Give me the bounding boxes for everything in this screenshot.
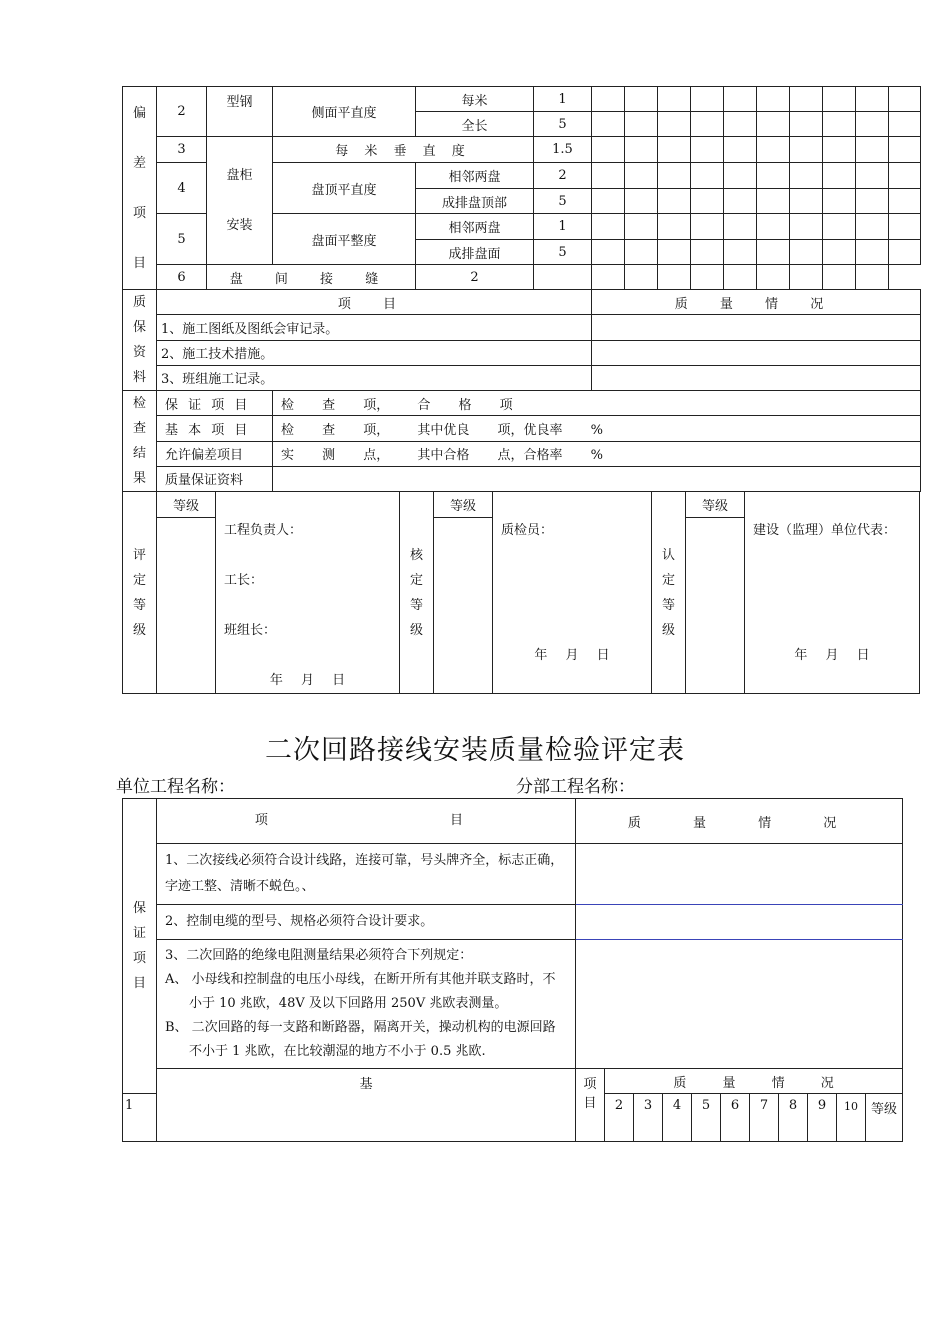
check-row xyxy=(123,441,921,466)
guarantee-label: 保 证 项 目 xyxy=(123,799,157,1094)
header-item: 项 目 xyxy=(157,799,576,844)
rating-block xyxy=(122,491,920,694)
std-value: 2 xyxy=(416,265,534,290)
check-text: 检 查 项， 其中优良 项，优良率 % xyxy=(273,416,921,441)
item-cell: 盘顶平直度 xyxy=(273,163,416,214)
check-label: 检 查 结 果 xyxy=(123,391,157,492)
header-quality: 质 量 情 况 xyxy=(576,799,903,844)
std-value: 1.5 xyxy=(534,137,592,163)
rating-label-a: 评 定 等 级 xyxy=(123,492,157,694)
row-no: 2 xyxy=(157,87,207,137)
top-form xyxy=(122,86,921,694)
check-name: 保 证 项 目 xyxy=(157,391,273,416)
sub-item: 每米 xyxy=(416,87,534,112)
sub-item: 相邻两盘 xyxy=(416,214,534,240)
std-value: 5 xyxy=(534,189,592,214)
second-form-table xyxy=(122,798,903,1142)
guarantee-row xyxy=(123,315,921,340)
guarantee-header-row xyxy=(123,290,921,315)
std-value: 5 xyxy=(534,240,592,265)
item-cell: 侧面平直度 xyxy=(273,87,416,137)
guarantee-row xyxy=(123,340,921,365)
number-cell: 10 xyxy=(837,1094,866,1142)
std-value: 5 xyxy=(534,112,592,137)
rating-label-b: 核 定 等 级 xyxy=(400,492,434,694)
form-title: 二次回路接线安装质量检验评定表 xyxy=(265,735,685,766)
row-no: 3 xyxy=(157,137,207,163)
guarantee-label: 质 保 资 料 xyxy=(123,290,157,391)
basic-quality-header: 质 量 情 况 xyxy=(605,1069,903,1094)
check-text: 检 查 项， 合 格 项 xyxy=(273,391,921,416)
guarantee-item: 2、施工技术措施。 xyxy=(157,340,592,365)
number-cell: 1 xyxy=(123,1094,157,1142)
guarantee-item: 3、班组施工记录。 xyxy=(157,365,592,390)
grade-label: 等级 xyxy=(434,492,493,518)
header-row xyxy=(123,799,903,844)
guarantee-item-row xyxy=(123,905,903,940)
guarantee-item-row xyxy=(123,844,903,905)
inspector-sign-cell: 质检员： 年 月 日 xyxy=(493,492,652,694)
number-cell: 6 xyxy=(721,1094,750,1142)
basic-header-row xyxy=(123,1069,903,1094)
rating-label-c: 认 定 等 级 xyxy=(652,492,686,694)
number-cell: 4 xyxy=(663,1094,692,1142)
grade-cell: 等级 xyxy=(866,1094,903,1142)
deviation-label: 偏 差 项 目 xyxy=(123,87,157,290)
item-cell: 每 米 垂 直 度 xyxy=(273,137,534,163)
check-name: 质量保证资料 xyxy=(157,466,273,491)
item-cell: 盘 间 接 缝 xyxy=(207,265,416,290)
sub-project-label: 分部工程名称： xyxy=(516,777,635,797)
number-cell: 3 xyxy=(634,1094,663,1142)
item-cell: 盘面平整度 xyxy=(273,214,416,265)
std-value: 2 xyxy=(534,163,592,189)
unit-project-label: 单位工程名称： xyxy=(116,777,235,797)
check-row xyxy=(123,416,921,441)
grade-label: 等级 xyxy=(686,492,745,518)
guarantee-row xyxy=(123,365,921,390)
check-text xyxy=(273,466,921,491)
deviation-row-6 xyxy=(123,265,921,290)
sub-item: 全长 xyxy=(416,112,534,137)
row-no: 6 xyxy=(157,265,207,290)
std-value: 1 xyxy=(534,87,592,112)
guarantee-item-row xyxy=(123,940,903,1069)
row-no: 5 xyxy=(157,214,207,265)
guarantee-item: 3、二次回路的绝缘电阻测量结果必须符合下列规定： A、 小母线和控制盘的电压小母线，在断开所有其他并联支路时，不小于 10 兆欧，48V 及以下回路用 250V 兆欧表测量。 B、 二次回路的每一支路和断路器，隔离开关，操动机构的电源回路不小于 1 兆欧，在比较潮湿的地方不小于 0.5 兆欧. xyxy=(157,940,576,1069)
sub-item: 成排盘面 xyxy=(416,240,534,265)
check-name: 基 本 项 目 xyxy=(157,416,273,441)
sub-item: 相邻两盘 xyxy=(416,163,534,189)
std-value: 1 xyxy=(534,214,592,240)
check-name: 允许偏差项目 xyxy=(157,441,273,466)
basic-item-header: 项 目 xyxy=(576,1069,605,1142)
number-cell: 9 xyxy=(808,1094,837,1142)
basic-label: 基 xyxy=(157,1069,576,1142)
guarantee-header-item: 项 目 xyxy=(157,290,592,315)
number-cell: 2 xyxy=(605,1094,634,1142)
guarantee-item: 1、施工图纸及图纸会审记录。 xyxy=(157,315,592,340)
grade-label: 等级 xyxy=(157,492,216,518)
deviation-row-3 xyxy=(123,137,921,163)
number-cell: 5 xyxy=(692,1094,721,1142)
guarantee-item: 1、二次接线必须符合设计线路，连接可靠，号头牌齐全，标志正确，字迹工整、清晰不蜕色。、 xyxy=(157,844,576,905)
team-sign-cell: 工程负责人： 工长： 班组长： 年 月 日 xyxy=(216,492,400,694)
supervisor-sign-cell: 建设（监理）单位代表： 年 月 日 xyxy=(745,492,920,694)
number-cell: 7 xyxy=(750,1094,779,1142)
sub-item: 成排盘顶部 xyxy=(416,189,534,214)
deviation-row-2a xyxy=(123,87,921,112)
check-row xyxy=(123,466,921,491)
guarantee-item: 2、控制电缆的型号、规格必须符合设计要求。 xyxy=(157,905,576,940)
category-cell: 盘柜 安装 xyxy=(207,137,273,265)
category-cell: 型钢 xyxy=(207,87,273,137)
check-text: 实 测 点， 其中合格 点，合格率 % xyxy=(273,441,921,466)
row-no: 4 xyxy=(157,163,207,214)
guarantee-header-quality: 质 量 情 况 xyxy=(592,290,921,315)
number-cell: 8 xyxy=(779,1094,808,1142)
check-row xyxy=(123,391,921,416)
